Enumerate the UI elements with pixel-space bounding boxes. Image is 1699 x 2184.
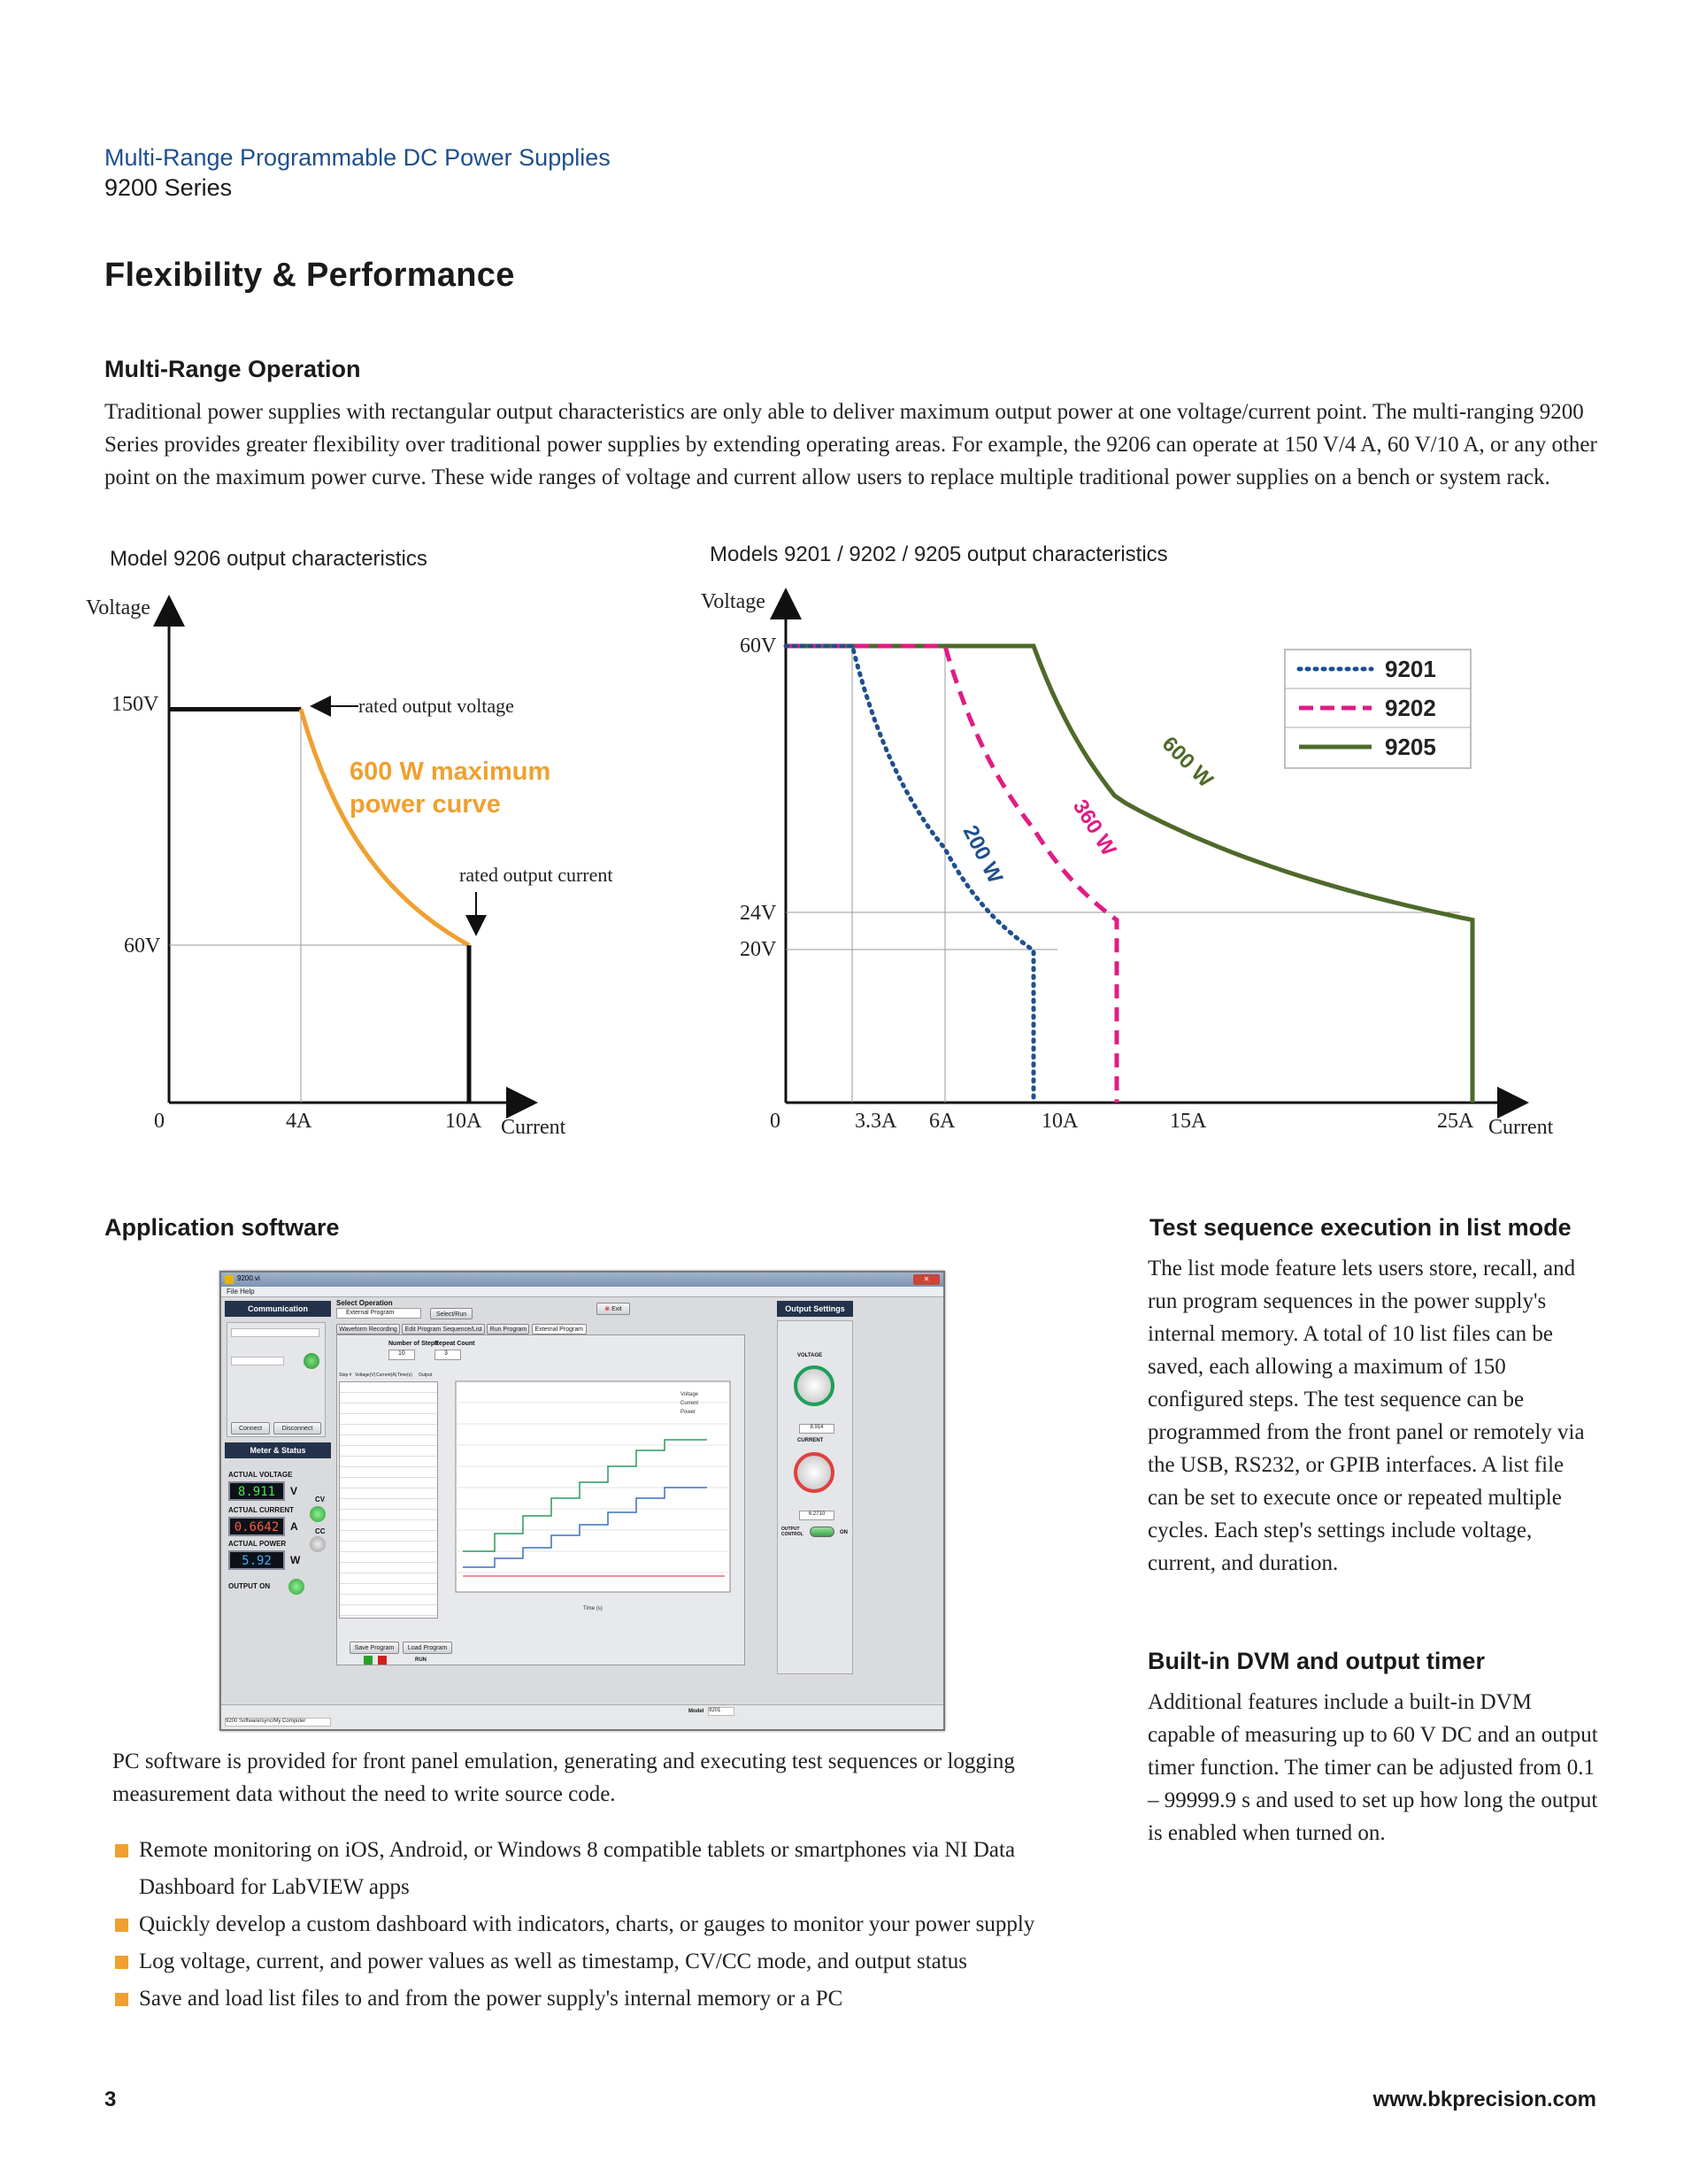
app-software-caption: PC software is provided for front panel emulation, generating and executing test sequences or logging measurement data without the need to write source code. [112, 1750, 1015, 1806]
app-software-heading: Application software [104, 1214, 340, 1241]
x-axis-label: Current [501, 1116, 566, 1139]
y-axis-label: Voltage [701, 590, 765, 613]
step-row[interactable] [340, 1467, 437, 1478]
cv-label: CV [315, 1496, 326, 1503]
legend-9201: 9201 [1385, 656, 1436, 682]
cc-label: CC [315, 1527, 326, 1535]
meter-status-header: Meter & Status [225, 1442, 331, 1458]
x-tick-3-3a: 3.3A [855, 1110, 897, 1133]
page-title: Flexibility & Performance [104, 257, 515, 294]
step-row[interactable] [340, 1605, 437, 1616]
load-program-button[interactable]: Load Program [403, 1642, 452, 1654]
x-tick-0: 0 [770, 1110, 780, 1133]
list-mode-heading: Test sequence execution in list mode [1149, 1214, 1572, 1241]
step-row[interactable] [340, 1510, 437, 1520]
chart-title: Models 9201 / 9202 / 9205 output characteristics [710, 542, 1168, 566]
communication-panel [227, 1322, 326, 1437]
series-9202 [786, 646, 1117, 1103]
annotation-600w-max: 600 W maximum [350, 757, 551, 786]
chart-9206 [0, 540, 708, 1159]
actual-power-label: ACTUAL POWER [228, 1540, 287, 1548]
run-label: RUN [415, 1657, 427, 1663]
feature-bullets [112, 1832, 1103, 2018]
x-tick-15a: 15A [1170, 1110, 1207, 1133]
output-on-led [288, 1579, 304, 1595]
y-axis-label: Voltage [86, 596, 150, 619]
step-row[interactable] [340, 1542, 437, 1552]
step-row[interactable] [340, 1520, 437, 1531]
chart-9201-9202-9205 [690, 540, 1575, 1159]
step-row[interactable] [340, 1403, 437, 1414]
steps-input[interactable]: 10 [388, 1350, 415, 1360]
disconnect-button[interactable]: Disconnect [273, 1422, 321, 1434]
step-row[interactable] [340, 1552, 437, 1563]
communication-header: Communication [225, 1301, 331, 1317]
step-row[interactable] [340, 1393, 437, 1403]
actual-current-display: 0.6642 [228, 1517, 285, 1536]
tab-edit-program[interactable]: Edit Program Sequence/List [402, 1324, 485, 1334]
window-titlebar [221, 1273, 943, 1287]
model-value: 9201 [708, 1707, 734, 1716]
close-icon[interactable]: ✕ [913, 1274, 940, 1285]
annotation-360w: 360 W [1067, 795, 1121, 861]
status-path: 9200 Software/sync/My Computer [225, 1718, 331, 1726]
model-label: Model [688, 1709, 704, 1714]
page-number: 3 [104, 2088, 117, 2111]
current-unit: A [290, 1520, 298, 1533]
bullet-save-load: Save and load list files to and from the power supply's internal memory or a PC [112, 1980, 1103, 2018]
tab-waveform-recording[interactable]: Waveform Recording [336, 1324, 400, 1334]
y-tick-20v: 20V [740, 938, 777, 961]
bullet-log-values: Log voltage, current, and power values as well as timestamp, CV/CC mode, and output status [112, 1943, 1103, 1980]
step-row[interactable] [340, 1499, 437, 1510]
multi-range-heading: Multi-Range Operation [104, 356, 361, 382]
number-of-steps-label: Number of Steps [388, 1341, 439, 1347]
step-row[interactable] [340, 1446, 437, 1457]
x-axis-label: Current [1488, 1116, 1554, 1139]
actual-power-display: 5.92 [228, 1550, 285, 1570]
x-tick-25a: 25A [1437, 1110, 1474, 1133]
legend-9202: 9202 [1385, 695, 1436, 721]
tab-content [336, 1334, 745, 1665]
x-tick-4a: 4A [286, 1110, 312, 1133]
step-row[interactable] [340, 1488, 437, 1499]
stop-icon[interactable] [378, 1656, 387, 1665]
step-row[interactable] [340, 1414, 437, 1425]
menu-bar [221, 1287, 943, 1297]
step-table-header: Step # Voltage(V) Current(A) Time(s) Output [339, 1373, 433, 1378]
step-row[interactable] [340, 1457, 437, 1467]
step-row[interactable] [340, 1435, 437, 1446]
output-control-label: OUTPUT CONTROL [781, 1526, 803, 1537]
app-icon [225, 1275, 234, 1284]
dvm-heading: Built-in DVM and output timer [1148, 1648, 1485, 1674]
annotation-rated-voltage: rated output voltage [358, 695, 514, 717]
repeat-input[interactable]: 3 [434, 1350, 461, 1360]
menu-items[interactable]: File Help [227, 1288, 255, 1296]
chart-title: Model 9206 output characteristics [110, 547, 427, 571]
tab-run-program[interactable]: Run Program [487, 1324, 529, 1334]
current-setpoint[interactable]: 6.2710 [799, 1511, 834, 1520]
multi-range-body: Traditional power supplies with rectangular output characteristics are only able to deliver maximum output power at one voltage/current point. The multi-ranging 9200 Series provides greater flexibility over traditional power supplies by extending operating areas. For example, the 9206 can operate at 150 V/4 A, 60 V/10 A, or any other point on the maximum power curve. These wide ranges of voltage and current allow users to replace multiple traditional power supplies on a bench or system rack. [104, 400, 1597, 489]
save-program-button[interactable]: Save Program [350, 1642, 399, 1654]
x-tick-10a: 10A [445, 1110, 482, 1133]
x-tick-6a: 6A [929, 1110, 956, 1133]
series-subtitle: 9200 Series [104, 174, 233, 201]
annotation-power-curve: power curve [350, 790, 501, 819]
step-table-rows [339, 1381, 438, 1619]
website[interactable]: www.bkprecision.com [1372, 2088, 1596, 2111]
output-settings-header: Output Settings [777, 1301, 853, 1317]
step-row[interactable] [340, 1584, 437, 1595]
voltage-knob-label: VOLTAGE [797, 1353, 823, 1358]
y-tick-60v: 60V [740, 634, 777, 658]
bullet-custom-dashboard: Quickly develop a custom dashboard with indicators, charts, or gauges to monitor your power supply [112, 1906, 1103, 1943]
y-tick-24v: 24V [740, 902, 777, 925]
annotation-200w: 200 W [957, 821, 1008, 888]
list-mode-body: The list mode feature lets users store, recall, and run program sequences in the power supply's internal memory. A total of 10 list files can be saved, each allowing a maximum of 150 configured steps. The test sequence can be programmed from the front panel or remotely via the USB, RS232, or GPIB interfaces. A list file can be set to execute once or repeated multiple cycles. Each step's settings include voltage, current, and duration. [1148, 1257, 1585, 1575]
legend-9205: 9205 [1385, 734, 1436, 760]
repeat-count-label: Repeat Count [434, 1341, 475, 1347]
program-chart [442, 1378, 734, 1617]
step-row[interactable] [340, 1478, 437, 1488]
actual-voltage-display: 8.911 [228, 1481, 285, 1501]
output-toggle[interactable] [810, 1526, 834, 1537]
software-screenshot [219, 1271, 945, 1731]
step-row[interactable] [340, 1573, 437, 1584]
series-title: Multi-Range Programmable DC Power Supplies [104, 144, 611, 171]
output-on-label: OUTPUT ON [228, 1582, 271, 1590]
voltage-knob[interactable] [794, 1365, 834, 1406]
time-axis-label: Time (s) [583, 1606, 603, 1611]
legend-power: Power [680, 1410, 696, 1415]
power-unit: W [290, 1554, 301, 1566]
chart-legend [1285, 650, 1471, 768]
tab-external-program[interactable]: External Program [532, 1324, 587, 1334]
current-knob-label: CURRENT [797, 1438, 824, 1443]
window-title: 9200.vi [237, 1274, 260, 1282]
actual-current-label: ACTUAL CURRENT [228, 1506, 295, 1514]
exit-icon: ⊗ [604, 1306, 611, 1312]
select-run-button[interactable]: Select/Run [430, 1308, 473, 1319]
operation-select[interactable]: External Program [336, 1308, 421, 1319]
connect-button[interactable]: Connect [231, 1422, 270, 1434]
cv-led [310, 1506, 326, 1522]
y-tick-60v: 60V [124, 934, 161, 957]
step-row[interactable] [340, 1595, 437, 1605]
legend-current: Current [680, 1401, 699, 1406]
tab-strip [336, 1324, 587, 1334]
series-600w-curve [301, 710, 469, 946]
voltage-setpoint[interactable]: 8.914 [799, 1424, 834, 1434]
status-bar [221, 1704, 943, 1729]
legend-voltage: Voltage [680, 1392, 699, 1397]
connected-led [304, 1353, 319, 1369]
step-table [339, 1373, 438, 1622]
play-icon[interactable] [364, 1656, 373, 1665]
cc-led [310, 1536, 326, 1552]
annotation-rated-current: rated output current [459, 864, 613, 886]
actual-voltage-label: ACTUAL VOLTAGE [228, 1471, 293, 1479]
step-row[interactable] [340, 1382, 437, 1393]
step-row[interactable] [340, 1563, 437, 1573]
exit-button[interactable]: ⊗ Exit [596, 1303, 630, 1315]
voltage-unit: V [290, 1485, 298, 1497]
x-tick-0: 0 [154, 1110, 165, 1133]
annotation-600w: 600 W [1157, 732, 1218, 793]
dvm-body: Additional features include a built-in DVM capable of measuring up to 60 V DC and an output timer function. The timer can be adjusted from 0.1 – 99999.9 s and used to set up how long the output is enabled when turned on. [1148, 1690, 1598, 1845]
output-settings-panel [777, 1320, 853, 1674]
bullet-remote-monitoring: Remote monitoring on iOS, Android, or Windows 8 compatible tablets or smartphones via NI Data Dashboard for LabVIEW apps [112, 1832, 1103, 1906]
select-operation-label: Select Operation [336, 1299, 393, 1307]
step-row[interactable] [340, 1531, 437, 1542]
y-tick-150v: 150V [111, 693, 159, 716]
output-on-toggle-label: ON [840, 1530, 848, 1535]
current-knob[interactable] [794, 1452, 834, 1493]
x-tick-10a: 10A [1042, 1110, 1079, 1133]
step-row[interactable] [340, 1425, 437, 1435]
